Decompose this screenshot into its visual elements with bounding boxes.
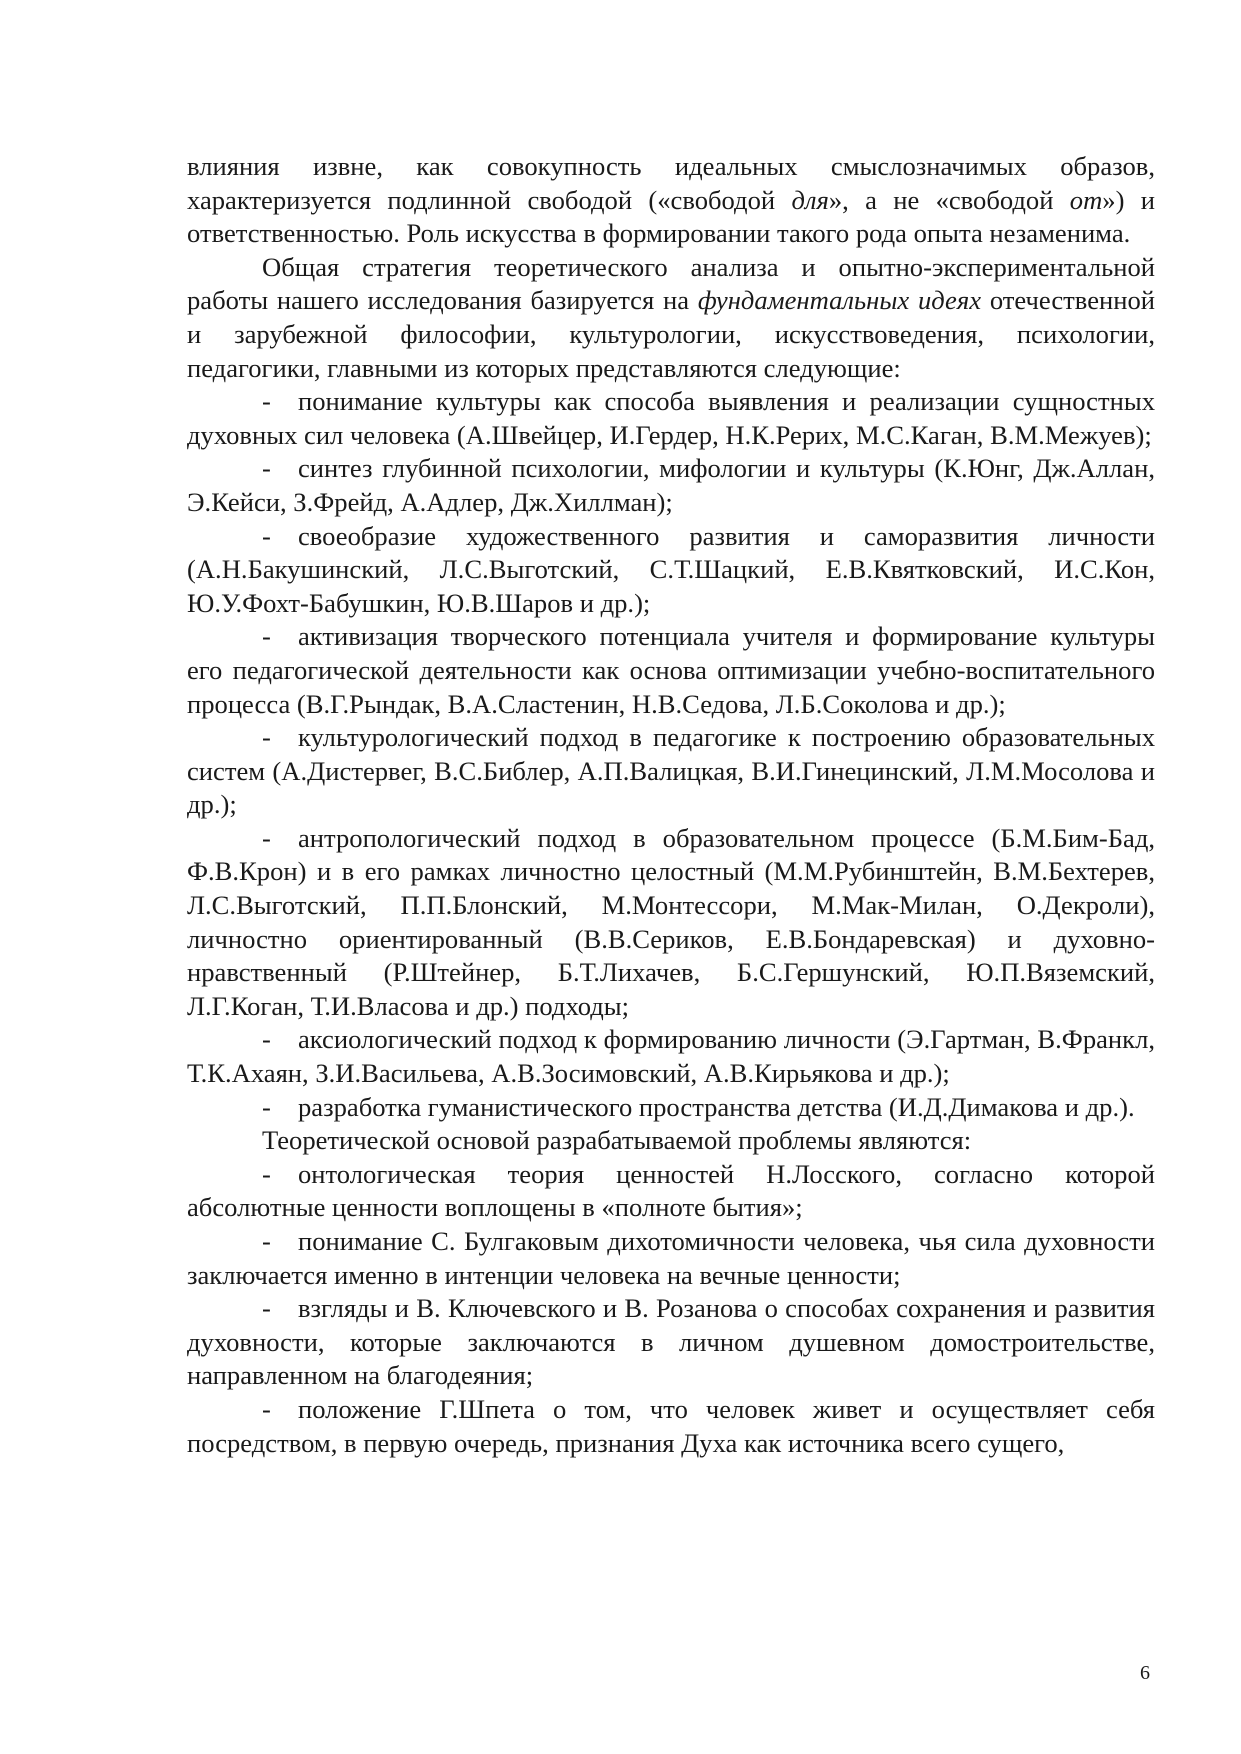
intro-paragraph: влияния извне, как совокупность идеальных смыслозначимых образов, характеризуется подлинной свободой («свободой для», а не «свободой от») и ответственностью. Роль искусства в формировании такого рода опыта незаменима. (187, 151, 1155, 249)
list-item: - культурологический подход в педагогике к построению образовательных систем (А.Дистервег, В.С.Библер, А.П.Валицкая, В.И.Гинецинский, Л.М.Мосолова и др.); (187, 722, 1155, 820)
list-item: - взгляды и В. Ключевского и В. Розанова о способах сохранения и развития духовности, которые заключаются в личном душевном домостроительстве, направленном на благодеяния; (187, 1293, 1155, 1391)
strategy-paragraph: Общая стратегия теоретического анализа и опытно-экспериментальной работы нашего исследования базируется на фундаментальных идеях отечественной и зарубежной философии, культурологии, искусствоведения, психологии, педагогики, главными из которых представляются следующие: (187, 251, 1155, 383)
list-item: - положение Г.Шпета о том, что человек живет и осуществляет себя посредством, в первую очередь, признания Духа как источника всего сущего, (187, 1393, 1155, 1458)
list-item: - онтологическая теория ценностей Н.Лосского, согласно которой абсолютные ценности воплощены в «полноте бытия»; (187, 1158, 1155, 1223)
list-item: - своеобразие художественного развития и саморазвития личности (А.Н.Бакушинский, Л.С.Выготский, С.Т.Шацкий, Е.В.Квятковский, И.С.Кон, Ю.У.Фохт-Бабушкин, Ю.В.Шаров и др.); (187, 520, 1155, 618)
list-item: - аксиологический подход к формированию личности (Э.Гартман, В.Франкл, Т.К.Ахаян, З.И.Васильева, А.В.Зосимовский, А.В.Кирьякова и др.); (187, 1024, 1155, 1089)
theory-list (187, 1158, 1155, 1460)
ideas-list (187, 385, 1155, 1124)
list-item: - синтез глубинной психологии, мифологии и культуры (К.Юнг, Дж.Аллан, Э.Кейси, З.Фрейд, А.Адлер, Дж.Хиллман); (187, 453, 1155, 517)
list-item: - понимание культуры как способа выявления и реализации сущностных духовных сил человека (А.Швейцер, И.Гердер, Н.К.Рерих, М.С.Каган, В.М.Межуев); (187, 386, 1155, 450)
list-item: - понимание С. Булгаковым дихотомичности человека, чья сила духовности заключается именно в интенции человека на вечные ценности; (187, 1226, 1155, 1290)
list-item: - разработка гуманистического пространства детства (И.Д.Димакова и др.). (262, 1091, 1135, 1122)
list-item: - антропологический подход в образовательном процессе (Б.М.Бим-Бад, Ф.В.Крон) и в его рамках личностно целостный (М.М.Рубинштейн, В.М.Бехтерев, Л.С.Выготский, П.П.Блонский, М.Монтессори, М.Мак-Милан, О.Декроли), личностно ориентированный (В.В.Сериков, Е.В.Бондаревская) и духовно-нравственный (Р.Штейнер, Б.Т.Лихачев, Б.С.Гершунский, Ю.П.Вяземский, Л.Г.Коган, Т.И.Власова и др.) подходы; (187, 822, 1155, 1021)
page-number: 6 (1140, 1662, 1150, 1684)
theory-heading: Теоретической основой разрабатываемой проблемы являются: (262, 1125, 972, 1156)
list-item: - активизация творческого потенциала учителя и формирование культуры его педагогической деятельности как основа оптимизации учебно-воспитательного процесса (В.Г.Рындак, В.А.Сластенин, Н.В.Седова, Л.Б.Соколова и др.); (187, 621, 1155, 719)
document-body (187, 150, 1155, 1460)
